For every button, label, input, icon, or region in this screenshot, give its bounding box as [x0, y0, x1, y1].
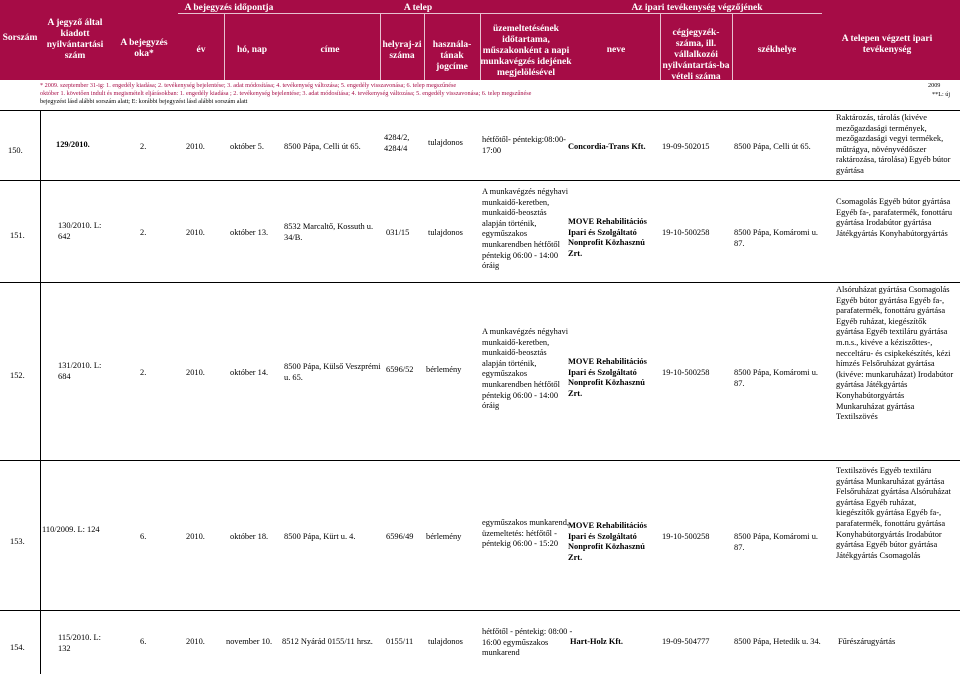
cell-cim: 8500 Pápa, Kürt u. 4. — [284, 532, 356, 541]
cell-ev: 2010. — [186, 228, 205, 237]
cell-szekhely: 8500 Pápa, Celli út 65. — [734, 142, 811, 151]
header-hasznalat: használa-tának jogcíme — [432, 40, 472, 72]
cell-szam: 129/2010. — [56, 140, 90, 149]
table-row — [0, 180, 960, 283]
cell-hrsz: 6596/49 — [386, 532, 414, 541]
cell-szekhely: 8500 Pápa, Komáromi u. 87. — [734, 532, 818, 552]
cell-ev: 2010. — [186, 142, 205, 151]
note-line-1: * 2009. szeptember 31-ig: 1. engedély kiadása; 2. tevékenység bejelentése; 3. adat módosítása; 4. tevékenység változása; 5. engedély visszavonása; 6. telep megszűnése — [40, 82, 457, 89]
cell-sorszam: 152. — [10, 371, 25, 380]
cell-cim: 8500 Pápa, Külső Veszprémi u. 65. — [284, 362, 381, 382]
cell-neve: Hart-Holz Kft. — [570, 637, 624, 646]
header-ev: év — [196, 45, 206, 55]
table-row — [0, 282, 960, 461]
cell-ev: 2010. — [186, 368, 205, 377]
cell-oka: 2. — [140, 368, 147, 377]
header-cegjegyzek: cégjegyzék-száma, ill. vállalkozói nyilvántartás-ba vételi száma — [662, 28, 730, 82]
cell-cim: 8532 Marcaltő, Kossuth u. 34/B. — [284, 222, 374, 242]
cell-hrsz: 4284/2, 4284/4 — [384, 133, 410, 153]
header-jegyzo: A jegyző által kiadott nyilvántartási szám — [46, 18, 104, 61]
cell-neve: MOVE Rehabilitációs Ipari és Szolgáltató Nonprofit Közhasznú Zrt. — [568, 521, 647, 562]
cell-cegjegyzek: 19-10-500258 — [662, 368, 710, 377]
cell-jogcim: tulajdonos — [428, 228, 463, 237]
cell-tevekenyseg: Textilszövés Egyéb textiláru gyártása Munkaruházat gyártása Felsőruházat gyártása Alsóruházat gyártása Egyéb ruházat, kiegészítők gyártása Egyéb fa-, parafatermék, fonottáru gyártása Konyhabútorgyártás Irodabútor gyártása Egyéb bútor gyártása Játékgyártás Csomagolás — [836, 466, 951, 560]
header-telepen-vegzett: A telepen végzett ipari tevékenység — [841, 34, 933, 55]
table-row — [0, 460, 960, 611]
table-row — [0, 110, 960, 181]
cell-tevekenyseg: Csomagolás Egyéb bútor gyártása Egyéb fa-, parafatermék, fonottáru gyártása Irodabútor gyártása Játékgyártás Konyhabútorgyártás — [836, 197, 953, 238]
cell-ho-nap: október 14. — [230, 368, 269, 377]
cell-tevekenyseg: Alsóruházat gyártása Csomagolás Egyéb bútor gyártása Egyéb fa-, parafatermék, fonottáru gyártása Egyéb ruházat, kiegészítők gyártása Egyéb textiláru gyártása m.n.s., kivéve a kéziszőttes-, necceltáru- és csipkekészítés, kézi hímzés Felsőruházat gyártása (kivéve: munkaruházat) Irodabútor gyártása Játékgyártás Konyhabútorgyártás Munkaruházat gyártása Textilszövés — [836, 285, 954, 422]
cell-hrsz: 031/15 — [386, 228, 410, 237]
cell-szam: 130/2010. L: 642 — [58, 221, 102, 241]
cell-szam: 115/2010. L: 132 — [58, 633, 101, 653]
cell-cim: 8512 Nyárád 0155/11 hrsz. — [282, 637, 373, 646]
cell-tevekenyseg: Fűrészárugyártás — [838, 637, 896, 646]
cell-cegjegyzek: 19-09-504777 — [662, 637, 710, 646]
cell-neve: Concordia-Trans Kft. — [568, 142, 646, 151]
header-ho-nap: hó, nap — [236, 45, 268, 55]
cell-idotartam: hétfőtől- péntekig:08:00-17:00 — [482, 135, 566, 155]
cell-szam: 131/2010. L: 684 — [58, 361, 102, 381]
table-row — [0, 610, 960, 675]
cell-jogcim: bérlemény — [426, 532, 462, 541]
cell-ho-nap: október 18. — [230, 532, 269, 541]
cell-oka: 6. — [140, 637, 147, 646]
cell-hrsz: 0155/11 — [386, 637, 414, 646]
column-divider — [40, 110, 41, 674]
header-cime: címe — [320, 45, 340, 55]
note-line-2: október 1. követően indult és megismételt eljárásokban: 1. engedély kiadása ; 2. tevékenység bejelentése; 3. adat módosítása; 4. tevékenység változása; 5. engedély visszavonása; 6. telep megszűnése — [40, 90, 532, 97]
cell-szekhely: 8500 Pápa, Komáromi u. 87. — [734, 368, 818, 388]
cell-szekhely: 8500 Pápa, Komáromi u. 87. — [734, 228, 818, 248]
cell-ho-nap: október 13. — [230, 228, 269, 237]
header-group-vegzo: Az ipari tevékenység végzőjének — [631, 3, 763, 13]
cell-cegjegyzek: 19-10-500258 — [662, 532, 710, 541]
cell-idotartam: egyműszakos munkarend, üzemeltetés: hétfőtől - péntekig 06:00 - 15:20 — [482, 518, 569, 549]
cell-ev: 2010. — [186, 532, 205, 541]
cell-ho-nap: november 10. — [226, 637, 273, 646]
header-szekhelye: székhelye — [757, 45, 797, 55]
header-group-idopont: A bejegyzés időpontja — [184, 3, 274, 13]
header-bejegyzes-oka: A bejegyzés oka* — [120, 38, 168, 59]
cell-idotartam: A munkavégzés négyhavi munkaidő-keretben, munkaidő-beosztás alapján történik, egyműszakos munkarendben hétfőtől péntekig 06:00 - 14:00 óráig — [482, 327, 569, 411]
cell-jogcim: bérlemény — [426, 365, 462, 374]
table-header — [0, 0, 960, 80]
cell-neve: MOVE Rehabilitációs Ipari és Szolgáltató Nonprofit Közhasznú Zrt. — [568, 217, 647, 258]
note-year: 2009 — [928, 82, 941, 89]
header-uzemeltetes: üzemeltetésének időtartama, műszakonként a napi munkavégzés idejének megjelölésével — [480, 24, 572, 78]
header-sorszam: Sorszám — [2, 33, 38, 43]
cell-jogcim: tulajdonos — [428, 637, 463, 646]
cell-sorszam: 154. — [10, 643, 25, 652]
header-helyrajzi: helyraj-zi száma — [382, 40, 422, 61]
cell-hrsz: 6596/52 — [386, 365, 414, 374]
cell-neve: MOVE Rehabilitációs Ipari és Szolgáltató Nonprofit Közhasznú Zrt. — [568, 357, 647, 398]
note-line-3: bejegyzést lásd alábbi sorszám alatt; E: korábbi bejegyzést lásd alábbi sorszám alatt — [40, 98, 248, 105]
cell-sorszam: 150. — [8, 146, 23, 155]
cell-cim: 8500 Pápa, Celli út 65. — [284, 142, 361, 151]
cell-oka: 6. — [140, 532, 147, 541]
cell-szekhely: 8500 Pápa, Hetedik u. 34. — [734, 637, 821, 646]
cell-ev: 2010. — [186, 637, 205, 646]
cell-idotartam: A munkavégzés négyhavi munkaidő-keretben, munkaidő-beosztás alapján történik, egyműszakos munkarendben hétfőtől péntekig 06:00 - 14:00 óráig — [482, 187, 569, 271]
cell-szam: 110/2009. L: 124 — [42, 525, 100, 534]
cell-jogcim: tulajdonos — [428, 138, 463, 147]
header-neve: neve — [606, 45, 626, 55]
cell-cegjegyzek: 19-09-502015 — [662, 142, 710, 151]
cell-idotartam: hétfőtől - péntekig: 08:00 - 16:00 egyműszakos munkarend — [482, 627, 573, 658]
cell-oka: 2. — [140, 142, 147, 151]
cell-tevekenyseg: Raktározás, tárolás (kivéve mezőgazdasági termények, mezőgazdasági vegyi termékek, műtrágya, növényvédőszer raktározása, tárolása) Egyéb bútor gyártása — [836, 113, 951, 175]
cell-sorszam: 153. — [10, 537, 25, 546]
cell-ho-nap: október 5. — [230, 142, 264, 151]
cell-cegjegyzek: 19-10-500258 — [662, 228, 710, 237]
note-legend: **L: új — [932, 91, 951, 98]
cell-oka: 2. — [140, 228, 147, 237]
cell-sorszam: 151. — [10, 231, 25, 240]
header-group-telep: A telep — [403, 3, 433, 13]
